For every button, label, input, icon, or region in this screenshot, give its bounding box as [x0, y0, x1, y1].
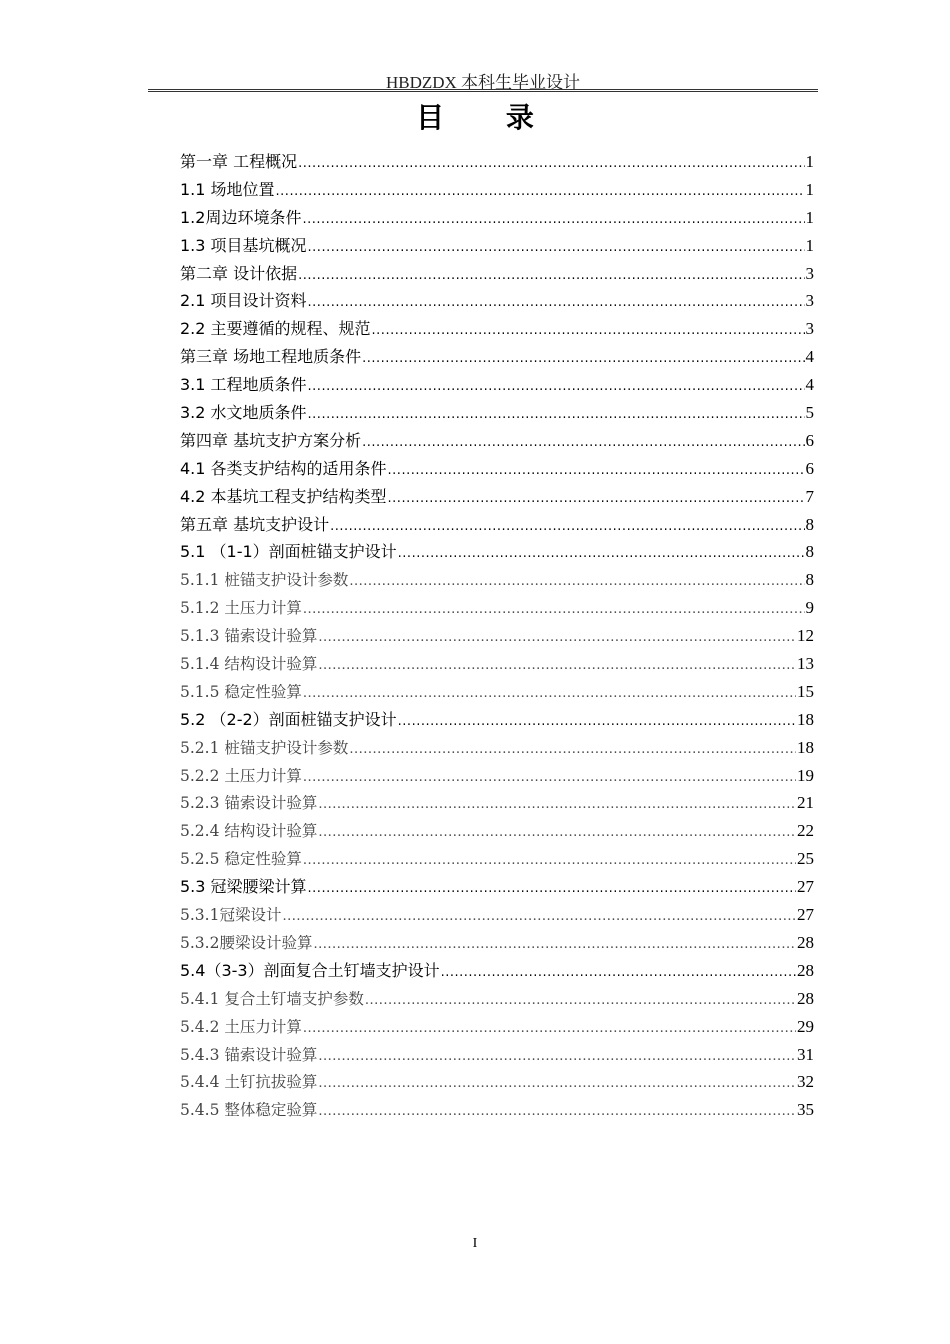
dot-leader — [330, 511, 804, 541]
toc-entry[interactable] — [180, 873, 814, 901]
dot-leader — [349, 567, 804, 596]
toc-entry[interactable] — [180, 371, 814, 399]
dot-leader — [308, 371, 805, 401]
toc-entry-label: 2.2 主要遵循的规程、规范 — [180, 319, 371, 339]
dot-leader — [362, 343, 804, 373]
dot-leader — [318, 1042, 796, 1071]
toc-entry-label: 第三章 场地工程地质条件 — [180, 347, 362, 367]
dot-leader — [362, 427, 804, 457]
dot-leader — [303, 1014, 796, 1043]
dot-leader — [313, 930, 796, 959]
toc-entry-label: 3.2 水文地质条件 — [180, 403, 307, 423]
dot-leader — [388, 483, 805, 513]
dot-leader — [398, 706, 796, 736]
toc-entry[interactable] — [180, 1041, 814, 1069]
toc-entry-page: 1 — [805, 235, 814, 255]
toc-entry-page: 6 — [805, 430, 814, 450]
dot-leader — [303, 595, 805, 624]
dot-leader — [308, 287, 805, 317]
dot-leader — [282, 902, 796, 931]
toc-entry-page: 8 — [805, 514, 814, 534]
toc-entry-page: 18 — [797, 737, 814, 757]
toc-entry-page: 7 — [805, 486, 814, 506]
dot-leader — [365, 986, 796, 1015]
toc-entry-label: 4.2 本基坑工程支护结构类型 — [180, 486, 387, 506]
toc-entry[interactable] — [180, 343, 814, 371]
toc-entry-page: 12 — [797, 626, 814, 646]
toc-entry-page: 27 — [797, 905, 814, 925]
toc-entry[interactable] — [180, 789, 814, 817]
toc-entry-label: 3.1 工程地质条件 — [180, 375, 307, 395]
toc-entry[interactable] — [180, 483, 814, 511]
toc-entry[interactable] — [180, 678, 814, 706]
dot-leader — [318, 623, 796, 652]
toc-entry-page: 13 — [797, 654, 814, 674]
dot-leader — [298, 260, 804, 290]
dot-leader — [398, 538, 805, 568]
toc-entry[interactable] — [180, 845, 814, 873]
toc-entry[interactable] — [180, 594, 814, 622]
toc-entry-page: 22 — [797, 821, 814, 841]
dot-leader — [298, 148, 804, 178]
page-title: 目 录 — [416, 101, 560, 134]
dot-leader — [308, 873, 796, 903]
dot-leader — [303, 763, 796, 792]
toc-entry[interactable] — [180, 985, 814, 1013]
toc-entry-label: 5.1.1 桩锚支护设计参数 — [180, 571, 349, 590]
toc-entry-page: 28 — [797, 988, 814, 1008]
toc-entry-label: 5.3.2腰梁设计验算 — [180, 933, 313, 952]
toc-entry[interactable] — [180, 929, 814, 957]
toc-entry-label: 第五章 基坑支护设计 — [180, 514, 330, 534]
toc-entry-label: 5.1 （1-1）剖面桩锚支护设计 — [180, 542, 397, 562]
toc-entry-page: 35 — [797, 1100, 814, 1120]
dot-leader — [276, 176, 805, 206]
dot-leader — [349, 735, 796, 764]
toc-entry[interactable] — [180, 1068, 814, 1096]
dot-leader — [308, 399, 805, 429]
toc-entry-label: 1.3 项目基坑概况 — [180, 235, 307, 255]
toc-entry-label: 5.4.2 土压力计算 — [180, 1017, 302, 1036]
table-of-contents — [180, 148, 814, 1124]
dot-leader — [303, 679, 796, 708]
toc-entry[interactable] — [180, 538, 814, 566]
toc-entry[interactable] — [180, 232, 814, 260]
toc-entry-page: 29 — [797, 1016, 814, 1036]
toc-entry-label: 5.2 （2-2）剖面桩锚支护设计 — [180, 709, 397, 729]
toc-entry[interactable] — [180, 650, 814, 678]
toc-entry[interactable] — [180, 566, 814, 594]
toc-entry-label: 5.4.3 锚索设计验算 — [180, 1045, 318, 1064]
toc-entry-label: 5.1.5 稳定性验算 — [180, 682, 302, 701]
toc-entry-page: 1 — [805, 207, 814, 227]
toc-entry-page: 4 — [805, 347, 814, 367]
toc-entry-label: 5.1.4 结构设计验算 — [180, 655, 318, 674]
toc-entry-label: 5.3 冠梁腰梁计算 — [180, 877, 307, 897]
toc-entry[interactable] — [180, 148, 814, 176]
toc-entry[interactable] — [180, 260, 814, 288]
toc-entry-label: 1.1 场地位置 — [180, 179, 275, 199]
toc-entry[interactable] — [180, 287, 814, 315]
toc-entry-label: 2.1 项目设计资料 — [180, 291, 307, 311]
toc-entry[interactable] — [180, 315, 814, 343]
toc-entry-label: 1.2周边环境条件 — [180, 207, 302, 227]
toc-entry[interactable] — [180, 622, 814, 650]
toc-entry-label: 5.2.2 土压力计算 — [180, 766, 302, 785]
toc-entry-page: 8 — [805, 542, 814, 562]
toc-entry-label: 5.2.1 桩锚支护设计参数 — [180, 738, 349, 757]
toc-entry-page: 28 — [797, 960, 814, 980]
toc-entry-label: 第四章 基坑支护方案分析 — [180, 430, 362, 450]
toc-entry-page: 8 — [805, 570, 814, 590]
toc-entry[interactable] — [180, 455, 814, 483]
dot-leader — [308, 232, 805, 262]
dot-leader — [318, 1069, 796, 1098]
toc-entry-label: 5.2.3 锚索设计验算 — [180, 794, 318, 813]
toc-entry-page: 25 — [797, 849, 814, 869]
toc-entry[interactable] — [180, 706, 814, 734]
toc-entry[interactable] — [180, 399, 814, 427]
toc-entry-label: 第一章 工程概况 — [180, 152, 298, 171]
dot-leader — [302, 204, 804, 234]
toc-entry-page: 32 — [797, 1072, 814, 1092]
toc-entry-page: 3 — [805, 319, 814, 339]
dot-leader — [372, 315, 805, 345]
toc-entry-label: 4.1 各类支护结构的适用条件 — [180, 458, 387, 478]
toc-entry-label: 5.4（3-3）剖面复合土钉墙支护设计 — [180, 960, 440, 980]
toc-entry[interactable] — [180, 511, 814, 539]
toc-entry-label: 5.1.2 土压力计算 — [180, 599, 302, 618]
toc-entry-page: 15 — [797, 681, 814, 701]
dot-leader — [303, 846, 796, 875]
toc-entry[interactable] — [180, 1013, 814, 1041]
toc-entry-page: 31 — [797, 1044, 814, 1064]
toc-entry-label: 5.2.5 稳定性验算 — [180, 850, 302, 869]
toc-entry-page: 1 — [805, 179, 814, 199]
dot-leader — [388, 455, 805, 485]
toc-entry[interactable] — [180, 734, 814, 762]
toc-entry-page: 5 — [805, 403, 814, 423]
toc-entry[interactable] — [180, 762, 814, 790]
dot-leader — [318, 790, 796, 819]
dot-leader — [318, 651, 796, 680]
toc-entry[interactable] — [180, 176, 814, 204]
toc-entry-page: 18 — [797, 709, 814, 729]
toc-entry-page: 9 — [805, 598, 814, 618]
page-number: I — [472, 1236, 478, 1251]
toc-entry-page: 1 — [805, 152, 814, 171]
toc-entry-label: 5.4.4 土钉抗拔验算 — [180, 1073, 318, 1092]
toc-entry-page: 21 — [797, 793, 814, 813]
toc-entry-label: 5.3.1冠梁设计 — [180, 906, 282, 925]
toc-entry-page: 6 — [805, 458, 814, 478]
toc-entry[interactable] — [180, 427, 814, 455]
page-header: HBDZDX 本科生毕业设计 — [385, 73, 581, 92]
header-rule — [148, 89, 818, 92]
toc-entry-page: 19 — [797, 765, 814, 785]
toc-entry[interactable] — [180, 1096, 814, 1124]
toc-entry[interactable] — [180, 957, 814, 985]
toc-entry-page: 3 — [805, 291, 814, 311]
toc-entry-label: 5.4.5 整体稳定验算 — [180, 1101, 318, 1120]
toc-entry-page: 27 — [797, 877, 814, 897]
toc-entry[interactable] — [180, 817, 814, 845]
toc-entry-label: 5.1.3 锚索设计验算 — [180, 627, 318, 646]
toc-entry-label: 5.4.1 复合土钉墙支护参数 — [180, 989, 364, 1008]
toc-entry-page: 3 — [805, 263, 814, 283]
toc-entry-page: 28 — [797, 932, 814, 952]
toc-entry[interactable] — [180, 901, 814, 929]
toc-entry-label: 5.2.4 结构设计验算 — [180, 822, 318, 841]
toc-entry[interactable] — [180, 204, 814, 232]
toc-entry-label: 第二章 设计依据 — [180, 263, 298, 283]
dot-leader — [441, 957, 796, 987]
toc-entry-page: 4 — [805, 375, 814, 395]
dot-leader — [318, 818, 796, 847]
dot-leader — [318, 1097, 796, 1126]
